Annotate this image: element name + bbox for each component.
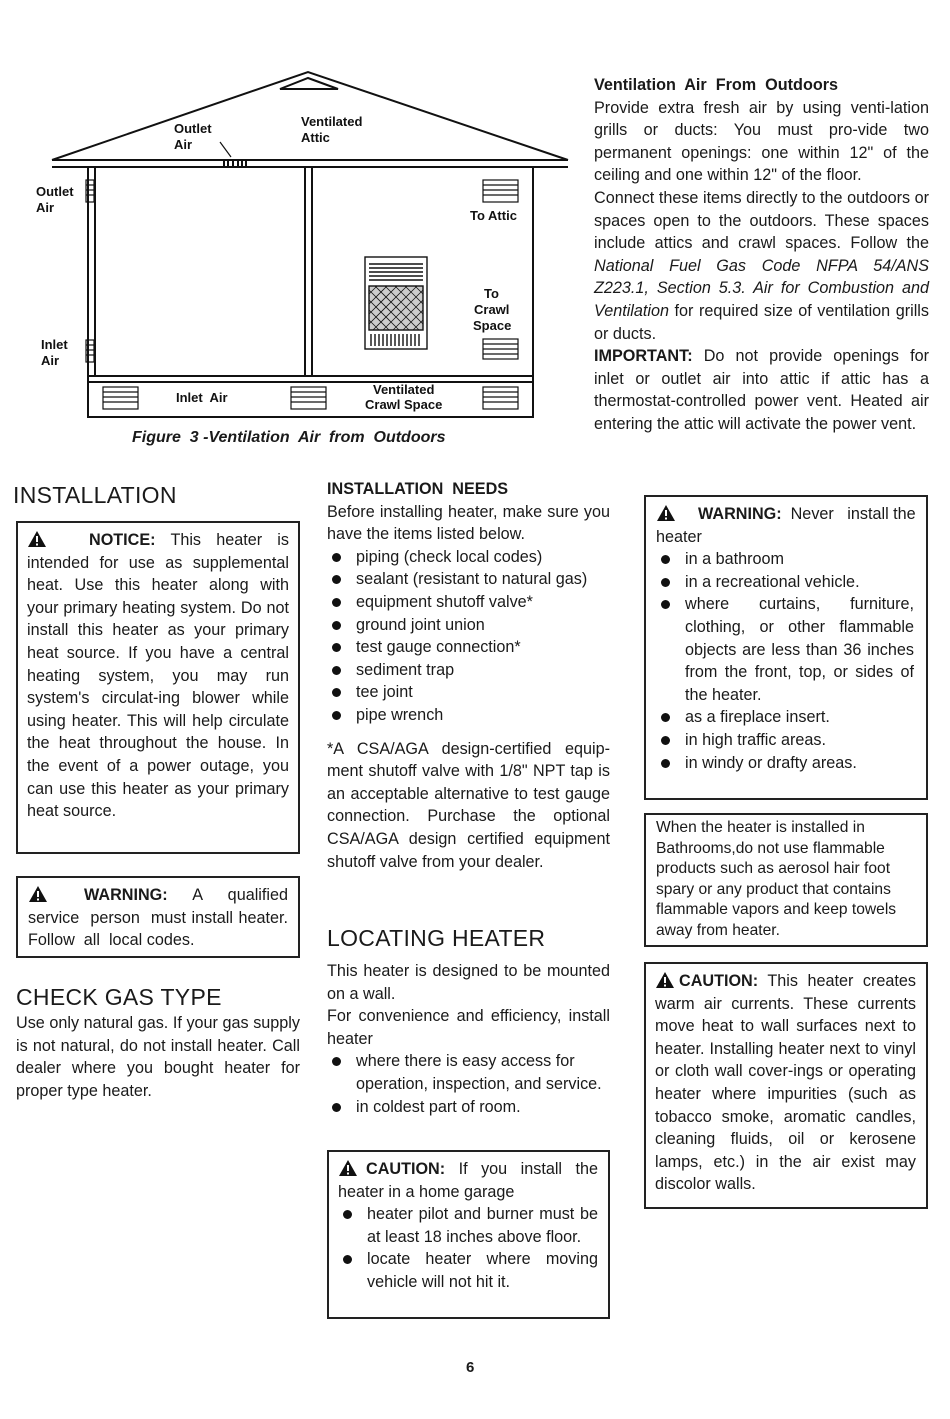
list-item: equipment shutoff valve* — [327, 591, 610, 614]
installer-warning-box — [16, 876, 300, 958]
list-item: tee joint — [327, 681, 610, 704]
page-number: 6 — [466, 1359, 475, 1376]
locating-paragraph-1: This heater is designed to be mounted on a wall. — [327, 962, 610, 1003]
installation-needs-section — [327, 478, 610, 873]
bathroom-note-text: When the heater is installed in Bathrooms,do not use flammable products such as aerosol hair foot spary or any product that contains flammable vapors and keep towels away from heater. — [656, 819, 897, 939]
label-ventilated-crawl-2: Crawl Space — [365, 397, 443, 412]
list-item: test gauge connection* — [327, 636, 610, 659]
ventilation-important — [594, 345, 929, 435]
label-outlet-air-attic-1: Outlet — [174, 121, 212, 136]
garage-caution-list — [338, 1203, 598, 1293]
crawl-vent-middle — [291, 387, 326, 409]
locating-paragraph-2: For convenience and efficiency, install heater — [327, 1007, 610, 1048]
warning-triangle-icon — [28, 885, 48, 903]
installation-needs-list — [327, 546, 610, 727]
list-item: in a bathroom — [656, 548, 914, 571]
important-text: Do not provide openings for inlet or outlet air into attic if attic has a thermostat-controlled power vent. Heated air entering the attic will activate the power vent. — [594, 347, 929, 433]
never-install-list — [656, 548, 916, 774]
discolor-caution-box — [644, 962, 928, 1209]
list-item: in windy or drafty areas. — [656, 752, 914, 775]
list-item: pipe wrench — [327, 704, 610, 727]
locating-section — [327, 960, 610, 1118]
installer-warning-label: WARNING: — [84, 886, 168, 904]
list-item: piping (check local codes) — [327, 546, 610, 569]
list-item: as a fireplace insert. — [656, 706, 914, 729]
label-outlet-air-wall-2: Air — [36, 200, 55, 215]
label-outlet-air-attic-2: Air — [174, 137, 193, 152]
never-install-warning-box — [644, 495, 928, 800]
garage-caution-box — [327, 1150, 610, 1319]
label-ventilated-attic-2: Attic — [301, 130, 330, 145]
wall-heater — [365, 257, 427, 349]
ventilation-p2-end: for required size of ventilation grills or ducts. — [594, 301, 929, 343]
label-to-crawl-1: To — [484, 286, 499, 301]
discolor-caution-text: This heater creates warm air currents. These currents move heat to wall surfaces next to heater. Installing heater next to vinyl or cloth wall cover-ings or operating heater where impurities (such as tobacco smoke, aromatic candles, cleaning fluids, oil or kerosene lamps, etc.) in the air exist may discolor walls. — [655, 972, 916, 1194]
notice-label: NOTICE: — [89, 531, 156, 549]
installation-needs-intro: Before installing heater, make sure you have the items listed below. — [327, 502, 610, 544]
important-label: IMPORTANT: — [594, 347, 693, 366]
label-to-crawl-3: Space — [473, 318, 512, 333]
check-gas-heading: CHECK GAS TYPE — [16, 984, 222, 1010]
list-item: where there is easy access for operation, inspection, and service. — [327, 1050, 610, 1095]
crawl-vent-left — [103, 387, 138, 409]
list-item: ground joint union — [327, 614, 610, 637]
list-item: sealant (resistant to natural gas) — [327, 568, 610, 591]
label-ventilated-attic-1: Ventilated — [301, 114, 363, 129]
notice-text: This heater is intended for use as supplemental heat. Use this heater along with your primary heating system. Do not install this heater as your primary heat source. If you have a central heating system, you may run system's circulat-ing blower while using heater. This will help circulate the heat throughout the house. In the event of a power outage, you can use this heater as your primary heat source. — [27, 531, 289, 821]
ventilation-diagram — [28, 68, 578, 426]
list-item: where curtains, furniture, clothing, or other flammable objects are less than 36 inches from the front, top, or sides of the heater. — [656, 593, 914, 706]
installation-heading: INSTALLATION — [13, 482, 177, 508]
label-to-crawl-2: Crawl — [474, 302, 510, 317]
installation-needs-footnote: *A CSA/AGA design-certified equip-ment shutoff valve with 1/8" NPT tap is an acceptable alternative to test gauge connection. Purchase the optional CSA/AGA design certified equipment shutoff valve from your dealer. — [327, 739, 610, 871]
discolor-caution-label: CAUTION: — [679, 972, 759, 990]
label-ventilated-crawl-1: Ventilated — [373, 382, 435, 397]
list-item: in a recreational vehicle. — [656, 571, 914, 594]
to-attic-grill — [483, 180, 518, 202]
ventilation-heading: Ventilation Air From Outdoors — [594, 76, 839, 94]
bathroom-note-box — [644, 813, 928, 947]
installation-needs-heading: INSTALLATION NEEDS — [327, 480, 509, 498]
label-inlet-air-floor: Inlet Air — [176, 390, 228, 405]
crawl-vent-right — [483, 387, 518, 409]
never-install-label: WARNING: — [698, 505, 782, 523]
warning-triangle-icon — [338, 1159, 358, 1177]
ventilation-paragraph-2 — [594, 187, 929, 345]
label-outlet-air-wall-1: Outlet — [36, 184, 74, 199]
locating-heater-heading: LOCATING HEATER — [327, 925, 546, 951]
ventilation-section — [594, 74, 929, 436]
locating-list — [327, 1050, 610, 1118]
label-inlet-air-wall-1: Inlet — [41, 337, 68, 352]
list-item: heater pilot and burner must be at least 18 inches above floor. — [338, 1203, 598, 1248]
ventilation-p2-start: Connect these items directly to the outdoors or spaces open to the outdoors. These spaces include attics and crawl spaces. Follow the — [594, 188, 929, 253]
label-to-attic: To Attic — [470, 208, 517, 223]
notice-box — [16, 521, 300, 854]
check-gas-text: Use only natural gas. If your gas supply is not natural, do not install heater. Call dealer where you bought heater for proper type heater. — [16, 1014, 300, 1100]
list-item: locate heater where moving vehicle will not hit it. — [338, 1248, 598, 1293]
label-inlet-air-wall-2: Air — [41, 353, 60, 368]
garage-caution-label: CAUTION: — [366, 1160, 446, 1178]
list-item: sediment trap — [327, 659, 610, 682]
ventilation-paragraph-1: Provide extra fresh air by using venti-lation grills or ducts: You must pro-vide two permanent openings: one within 12" of the ceiling and one within 12" of the floor. — [594, 98, 929, 185]
list-item: in high traffic areas. — [656, 729, 914, 752]
warning-triangle-icon — [655, 971, 675, 989]
garage-caution-text: If you install the heater in a home garage — [338, 1160, 598, 1201]
warning-triangle-icon — [656, 504, 676, 522]
list-item: in coldest part of room. — [327, 1096, 610, 1119]
figure-caption: Figure 3 -Ventilation Air from Outdoors — [132, 429, 446, 446]
installer-warning-text: A qualified service person must install heater. Follow all local codes. — [28, 886, 297, 950]
warning-triangle-icon — [27, 530, 47, 548]
ventilation-code-reference: National Fuel Gas Code NFPA 54/ANS Z223.1, Section 5.3. Air for Combustion and Ventilation — [594, 256, 929, 320]
never-install-text: Never install the heater — [656, 505, 925, 546]
